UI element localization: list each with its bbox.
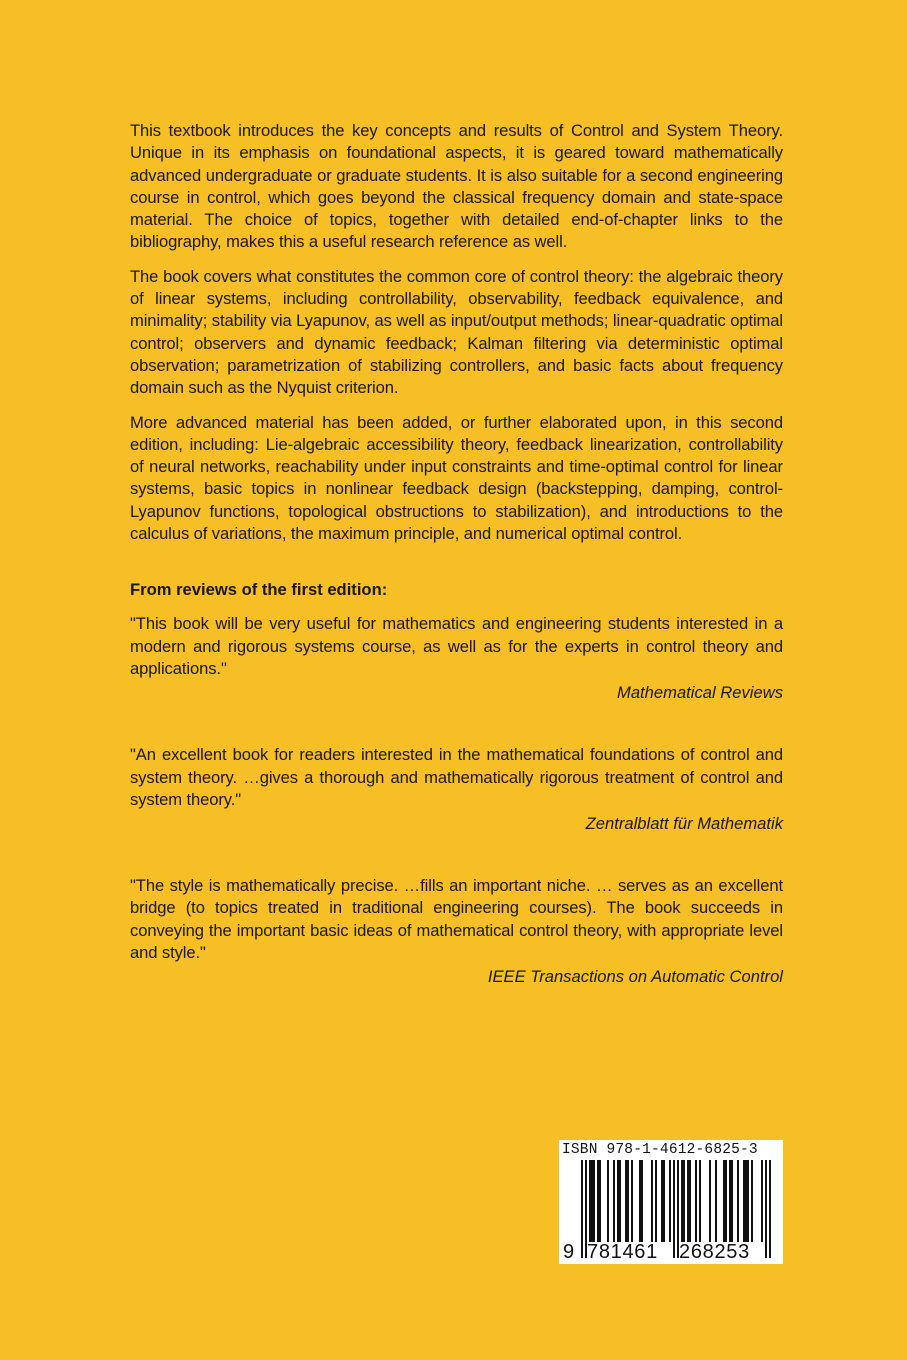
barcode-bar: [695, 1160, 697, 1242]
barcode-bar: [597, 1160, 599, 1242]
barcode-bar: [683, 1160, 685, 1242]
review-quote: "An excellent book for readers interested in the mathematical foundations of control and system theory. …gives a thorough and mathematically rigorous treatment of control and system theory.": [130, 745, 783, 809]
barcode-bar: [613, 1160, 615, 1242]
barcode-bar: [641, 1160, 643, 1242]
barcode-bar: [617, 1160, 619, 1242]
barcode-bar: [761, 1160, 763, 1242]
barcode-guard-bar: [673, 1160, 675, 1258]
barcode-bar: [731, 1160, 733, 1242]
barcode-bar: [723, 1160, 725, 1242]
barcode-bar: [743, 1160, 745, 1242]
barcode-bar: [709, 1160, 711, 1242]
barcode-bar: [661, 1160, 663, 1242]
barcode-bar: [681, 1160, 683, 1242]
barcode-left-digits: 781461: [587, 1241, 658, 1263]
barcode-bar: [729, 1160, 731, 1242]
barcode-bar: [625, 1160, 627, 1242]
barcode-right-digits: 268253: [679, 1241, 750, 1263]
barcode-bar: [745, 1160, 747, 1242]
description-paragraph-2: The book covers what constitutes the common core of control theory: the algebraic theory of linear systems, including controllability, observability, feedback equivalence, and minimality; stability via Lyapunov, as well as input/output methods; linear-quadratic optimal control; observers and dynamic feedback; Kalman filtering via deterministic optimal observation; parametrization of stabilizing controllers, and basic facts about frequency domain such as the Nyquist criterion.: [130, 266, 783, 398]
review-quote: "This book will be very useful for mathematics and engineering students interested in a modern and rigorous systems course, as well as for the experts in control theory and applications.": [130, 614, 783, 678]
review-source: Zentralblatt für Mathematik: [585, 814, 783, 834]
barcode-bar: [627, 1160, 629, 1242]
barcode-bar: [589, 1160, 591, 1242]
barcode-bar: [689, 1160, 691, 1242]
barcode-bar: [747, 1160, 749, 1242]
barcode-bar: [751, 1160, 753, 1242]
review-source: IEEE Transactions on Automatic Control: [487, 967, 783, 987]
barcode-bar: [599, 1160, 601, 1242]
reviews-heading: From reviews of the first edition:: [130, 580, 388, 600]
barcode-bar: [631, 1160, 633, 1242]
barcode-bar: [737, 1160, 739, 1242]
barcode-bar: [663, 1160, 665, 1242]
barcode-guard-bar: [581, 1160, 583, 1258]
review-item: [130, 875, 783, 988]
review-quote: "The style is mathematically precise. …fills an important niche. … serves as an excellent bridge (to topics treated in traditional engineering courses). The book succeeds in conveying the important basic ideas of mathematical control theory, with appropriate level and style.": [130, 876, 783, 963]
isbn-label: ISBN 978-1-4612-6825-3: [562, 1142, 758, 1158]
barcode-bar: [593, 1160, 595, 1242]
barcode-bar: [687, 1160, 689, 1242]
barcode-bar: [699, 1160, 701, 1242]
back-cover-text: [130, 120, 783, 988]
barcode-guard-bar: [769, 1160, 771, 1258]
review-source: Mathematical Reviews: [617, 683, 783, 703]
barcode-bar: [669, 1160, 671, 1242]
description-paragraph-3: More advanced material has been added, or further elaborated upon, in this second edition, including: Lie-algebraic accessibility theory, feedback linearization, controllability of neural networks, reachability under input constraints and time-optimal control for linear systems, basic topics in nonlinear feedback design (backstepping, damping, control-Lyapunov functions, topological obstructions to stabilization), and introductions to the calculus of variations, the maximum principle, and numerical optimal control.: [130, 412, 783, 544]
barcode-bar: [607, 1160, 609, 1242]
barcode-bar: [591, 1160, 593, 1242]
barcode-bar: [715, 1160, 717, 1242]
barcode-bar: [655, 1160, 657, 1242]
barcode-bar: [639, 1160, 641, 1242]
barcode-guard-bar: [765, 1160, 767, 1258]
isbn-barcode: [559, 1140, 783, 1264]
barcode-bar: [725, 1160, 727, 1242]
review-item: [130, 744, 783, 835]
description-paragraph-1: This textbook introduces the key concepts and results of Control and System Theory. Unique in its emphasis on foundational aspects, it is geared toward mathematically advanced undergraduate or graduate students. It is also suitable for a second engineering course in control, which goes beyond the classical frequency domain and state-space material. The choice of topics, together with detailed end-of-chapter links to the bibliography, makes this a useful research reference as well.: [130, 121, 783, 252]
barcode-bar: [651, 1160, 653, 1242]
barcode-bar: [619, 1160, 621, 1242]
barcode-first-digit: 9: [563, 1241, 575, 1263]
review-item: [130, 613, 783, 704]
